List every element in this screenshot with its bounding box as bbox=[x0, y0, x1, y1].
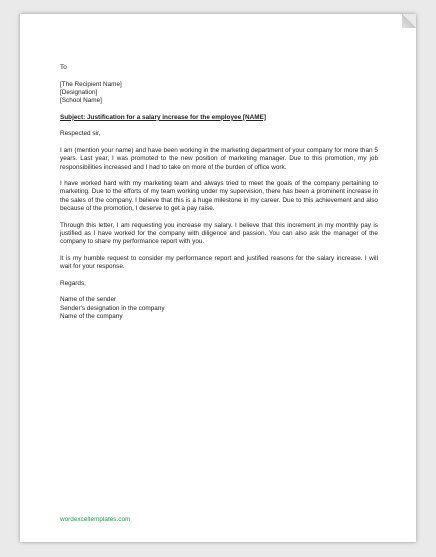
document-page bbox=[20, 14, 416, 542]
paragraph-3: Through this letter, I am requesting you increase my salary. I believe that this increment in my monthly pay is justified as I have worked for the company with diligence and passion. You can also ask the manager of the company to share my performance report with you. bbox=[60, 221, 378, 246]
footer-watermark-link[interactable]: wordexceltemplates.com bbox=[60, 516, 131, 523]
to-line: To bbox=[60, 64, 67, 71]
recipient-block bbox=[60, 81, 378, 106]
signature-block bbox=[60, 296, 378, 321]
recipient-designation: [Designation] bbox=[60, 88, 98, 96]
subject-line: Subject: Justification for a salary increase for the employee [NAME] bbox=[60, 113, 266, 121]
sender-name: Name of the sender bbox=[60, 296, 117, 304]
paragraph-1: I am (mention your name) and have been working in the marketing department of your company for more than 5 years. Last year, I was promoted to the new position of marketing manager. Due to this promotion, my job responsibilities increased and I had to take on more of the burden of office work. bbox=[60, 146, 378, 171]
page-corner-fold bbox=[402, 14, 416, 28]
recipient-name: [The Recipient Name] bbox=[60, 80, 122, 88]
sender-designation: Sender's designation in the company bbox=[60, 304, 165, 312]
sender-company: Name of the company bbox=[60, 312, 123, 320]
paragraph-4: It is my humble request to consider my performance report and justified reasons for the salary increase. I will wait for your response. bbox=[60, 254, 378, 271]
recipient-school: [School Name] bbox=[60, 97, 102, 105]
salutation: Respected sir, bbox=[60, 130, 101, 138]
letter-body bbox=[60, 64, 378, 330]
paragraph-2: I have worked hard with my marketing team and always tried to meet the goals of the company pertaining to marketing. Due to the efforts of my team working under my supervision, there has been a prominent increase in the sales of the company. I believe that this is a huge milestone in my career. Due to this achievement and also because of the promotion, I deserve to get a pay raise. bbox=[60, 180, 378, 213]
closing: Regards, bbox=[60, 279, 86, 287]
